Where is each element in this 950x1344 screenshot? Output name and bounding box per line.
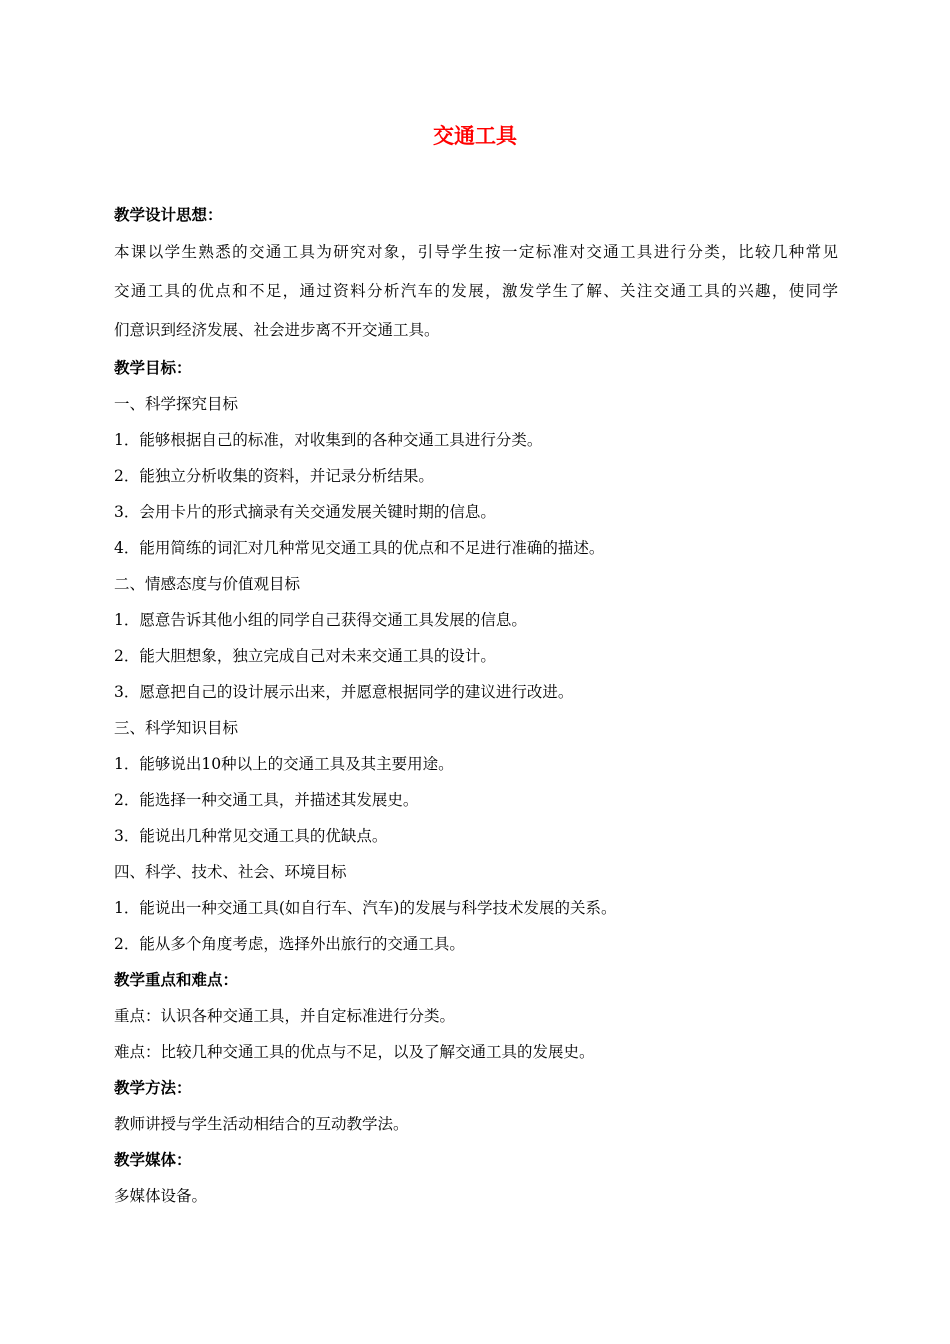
goal2-item: 2．能大胆想象，独立完成自己对未来交通工具的设计。: [114, 647, 496, 665]
key-heading: 教学重点和难点：: [114, 970, 239, 989]
method-text: 教师讲授与学生活动相结合的互动教学法。: [114, 1115, 409, 1133]
goal3-heading: 三、科学知识目标: [114, 719, 239, 737]
design-line-3: 们意识到经济发展、社会进步离不开交通工具。: [114, 321, 440, 339]
media-text: 多媒体设备。: [114, 1187, 208, 1205]
goal1-item: 1．能够根据自己的标准，对收集到的各种交通工具进行分类。: [114, 431, 543, 449]
key-item: 重点：认识各种交通工具，并自定标准进行分类。: [114, 1007, 456, 1025]
design-line-2: 交通工具的优点和不足，通过资料分析汽车的发展，激发学生了解、关注交通工具的兴趣，使同学: [114, 282, 838, 300]
goal3-item: 2．能选择一种交通工具，并描述其发展史。: [114, 791, 419, 809]
goal1-heading: 一、科学探究目标: [114, 395, 239, 413]
key-item: 难点：比较几种交通工具的优点与不足，以及了解交通工具的发展史。: [114, 1043, 595, 1061]
goal1-item: 3．会用卡片的形式摘录有关交通发展关键时期的信息。: [114, 503, 496, 521]
design-line-1: 本课以学生熟悉的交通工具为研究对象，引导学生按一定标准对交通工具进行分类，比较几种常见: [114, 243, 838, 261]
goal2-item: 1．愿意告诉其他小组的同学自己获得交通工具发展的信息。: [114, 611, 527, 629]
method-heading: 教学方法：: [114, 1078, 192, 1097]
goal4-item: 1．能说出一种交通工具(如自行车、汽车)的发展与科学技术发展的关系。: [114, 899, 617, 917]
goal3-item: 1．能够说出10种以上的交通工具及其主要用途。: [114, 755, 454, 773]
goal2-heading: 二、情感态度与价值观目标: [114, 575, 301, 593]
goals-heading: 教学目标：: [114, 358, 192, 377]
goal2-item: 3．愿意把自己的设计展示出来，并愿意根据同学的建议进行改进。: [114, 683, 574, 701]
document-body: [114, 197, 838, 1214]
goal1-item: 2．能独立分析收集的资料，并记录分析结果。: [114, 467, 434, 485]
goal1-item: 4．能用简练的词汇对几种常见交通工具的优点和不足进行准确的描述。: [114, 539, 605, 557]
goal4-heading: 四、科学、技术、社会、环境目标: [114, 863, 347, 881]
goal3-item: 3．能说出几种常见交通工具的优缺点。: [114, 827, 388, 845]
document-title: 交通工具: [433, 123, 517, 148]
media-heading: 教学媒体：: [114, 1150, 192, 1169]
design-heading: 教学设计思想：: [114, 205, 223, 224]
goal4-item: 2．能从多个角度考虑，选择外出旅行的交通工具。: [114, 935, 465, 953]
